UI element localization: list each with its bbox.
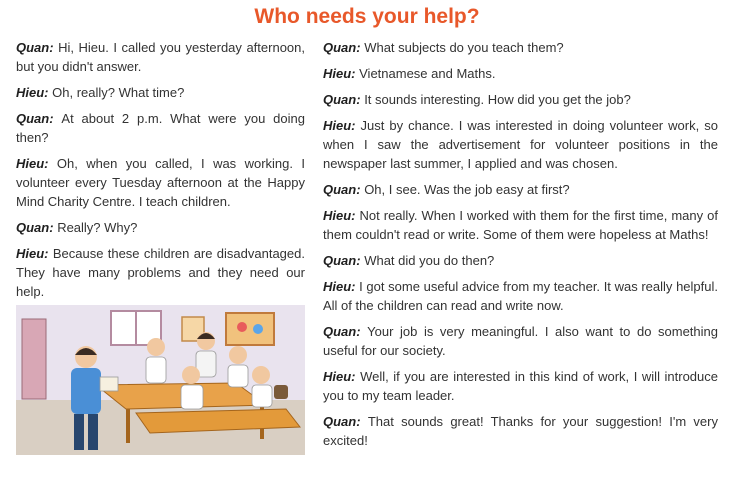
speaker-name: Hieu — [323, 279, 352, 294]
speaker-name: Quan — [323, 92, 357, 107]
speaker-name: Quan — [16, 111, 50, 126]
dialogue-line: Quan: At about 2 p.m. What were you doing then? — [16, 111, 305, 145]
dialogue-line: Quan: Your job is very meaningful. I also want to do something useful for our society. — [323, 324, 718, 358]
line-text: Not really. When I worked with them for the first time, many of them couldn't read or write. Some of them were hopeless at Maths! — [323, 208, 718, 242]
dialogue-line: Hieu: Oh, when you called, I was working. I volunteer every Tuesday afternoon at the Happy Mind Charity Centre. I teach children. — [16, 156, 305, 209]
speaker-name: Quan — [323, 40, 357, 55]
line-text: Really? Why? — [57, 220, 138, 235]
dialogue-line: Hieu: Well, if you are interested in this kind of work, I will introduce you to my team leader. — [323, 369, 718, 403]
line-text: Hi, Hieu. I called you yesterday afternoon, but you didn't answer. — [16, 40, 305, 74]
dialogue-line: Quan: That sounds great! Thanks for your suggestion! I'm very excited! — [323, 414, 718, 448]
line-text: It sounds interesting. How did you get the job? — [364, 92, 631, 107]
dialogue-line: Quan: Really? Why? — [16, 220, 138, 235]
line-text: Vietnamese and Maths. — [359, 66, 496, 81]
line-text: I got some useful advice from my teacher. It was really helpful. All of the children can read and write now. — [323, 279, 718, 313]
dialogue-right-column — [323, 38, 718, 457]
speaker-name: Quan — [323, 253, 357, 268]
line-text: Just by chance. I was interested in doing volunteer work, so when I saw the advertisement for volunteer positions in the newspaper last summer, I applied and was chosen. — [323, 118, 718, 171]
speaker-name: Quan — [323, 324, 357, 339]
speaker-name: Hieu — [323, 118, 352, 133]
dialogue-line: Hieu: Oh, really? What time? — [16, 85, 185, 100]
line-text: What did you do then? — [364, 253, 495, 268]
speaker-name: Hieu — [323, 369, 352, 384]
speaker-name: Hieu — [16, 85, 45, 100]
speaker-name: Quan — [16, 220, 50, 235]
dialogue-left-column — [16, 38, 305, 308]
speaker-name: Hieu — [323, 208, 352, 223]
classroom-illustration — [16, 305, 305, 455]
dialogue-line: Hieu: Just by chance. I was interested in doing volunteer work, so when I saw the advertisement for volunteer positions in the newspaper last summer, I applied and was chosen. — [323, 118, 718, 171]
speaker-name: Hieu — [16, 246, 45, 261]
dialogue-line: Hieu: I got some useful advice from my teacher. It was really helpful. All of the children can read and write now. — [323, 279, 718, 313]
dialogue-line: Quan: It sounds interesting. How did you get the job? — [323, 92, 631, 107]
line-text: Well, if you are interested in this kind of work, I will introduce you to my team leader. — [323, 369, 718, 403]
line-text: Because these children are disadvantaged. They have many problems and they need our help. — [16, 246, 305, 299]
dialogue-line: Hieu: Because these children are disadvantaged. They have many problems and they need our help. — [16, 246, 305, 299]
dialogue-line: Quan: Hi, Hieu. I called you yesterday afternoon, but you didn't answer. — [16, 40, 305, 74]
line-text: That sounds great! Thanks for your suggestion! I'm very excited! — [323, 414, 718, 448]
dialogue-line: Quan: What subjects do you teach them? — [323, 40, 564, 55]
line-text: What subjects do you teach them? — [364, 40, 564, 55]
speaker-name: Quan — [323, 414, 357, 429]
line-text: Oh, I see. Was the job easy at first? — [364, 182, 570, 197]
dialogue-line: Hieu: Vietnamese and Maths. — [323, 66, 496, 81]
line-text: Oh, really? What time? — [52, 85, 185, 100]
speaker-name: Hieu — [323, 66, 352, 81]
dialogue-line: Quan: What did you do then? — [323, 253, 495, 268]
speaker-name: Quan — [16, 40, 50, 55]
speaker-name: Quan — [323, 182, 357, 197]
page-title: Who needs your help? — [254, 5, 480, 28]
line-text: Your job is very meaningful. I also want to do something useful for our society. — [323, 324, 718, 358]
line-text: At about 2 p.m. What were you doing then? — [16, 111, 305, 145]
line-text: Oh, when you called, I was working. I volunteer every Tuesday afternoon at the Happy Mind Charity Centre. I teach children. — [16, 156, 305, 209]
dialogue-line: Quan: Oh, I see. Was the job easy at first? — [323, 182, 570, 197]
speaker-name: Hieu — [16, 156, 45, 171]
dialogue-line: Hieu: Not really. When I worked with them for the first time, many of them couldn't read or write. Some of them were hopeless at Maths! — [323, 208, 718, 242]
